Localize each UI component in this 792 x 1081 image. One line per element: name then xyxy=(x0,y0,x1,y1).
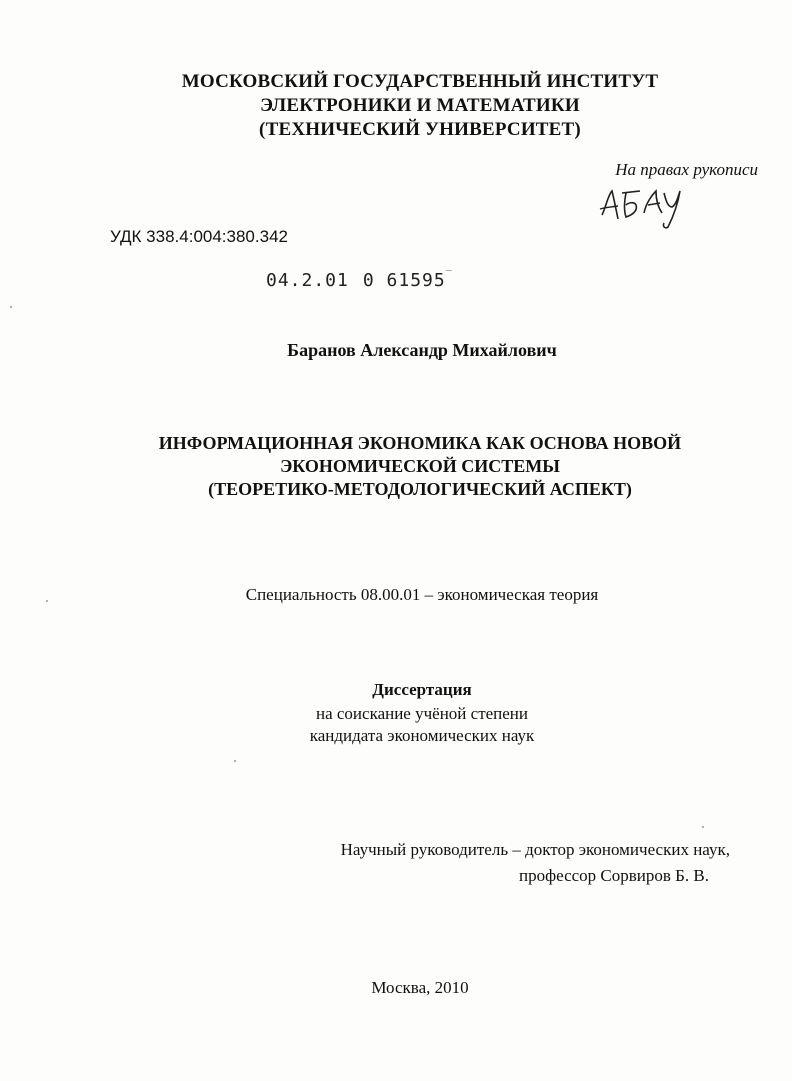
author-name: Баранов Александр Михайлович xyxy=(287,340,557,360)
dissertation-heading: Диссертация xyxy=(372,680,472,699)
handwritten-signature xyxy=(596,185,686,233)
scan-speck xyxy=(702,826,704,828)
title-line-3: (ТЕОРЕТИКО-МЕТОДОЛОГИЧЕСКИЙ АСПЕКТ) xyxy=(208,479,632,499)
city-year: Москва, 2010 xyxy=(371,978,469,997)
scan-speck xyxy=(234,760,236,762)
supervisor-line-2: профессор Сорвиров Б. В. xyxy=(518,866,709,885)
dissertation-title xyxy=(24,432,792,501)
supervisor-line-1: Научный руководитель – доктор экономических наук, xyxy=(340,840,730,859)
manuscript-note: На правах рукописи xyxy=(615,160,758,179)
title-line-2: ЭКОНОМИЧЕСКОЙ СИСТЕМЫ xyxy=(280,456,560,476)
degree-line-1: на соискание учёной степени xyxy=(315,704,529,723)
scientific-supervisor xyxy=(341,837,730,889)
registration-stamp: 04.2.01 0 61595‾ xyxy=(266,270,453,291)
institution-heading xyxy=(20,70,792,142)
stamp-code: 04.2.01 xyxy=(266,270,349,291)
scan-speck xyxy=(46,600,48,602)
scan-speck xyxy=(10,306,12,308)
institution-line-3: (ТЕХНИЧЕСКИЙ УНИВЕРСИТЕТ) xyxy=(259,119,581,140)
title-line-1: ИНФОРМАЦИОННАЯ ЭКОНОМИКА КАК ОСНОВА НОВОЙ xyxy=(158,433,682,453)
specialty: Специальность 08.00.01 – экономическая теория xyxy=(245,585,599,604)
dissertation-degree xyxy=(26,703,792,747)
udk-code: УДК 338.4:004:380.342 xyxy=(110,227,288,246)
institution-line-1: МОСКОВСКИЙ ГОСУДАРСТВЕННЫЙ ИНСТИТУТ xyxy=(181,71,659,92)
stamp-number: 0 61595 xyxy=(362,270,446,291)
degree-line-2: кандидата экономических наук xyxy=(309,726,535,745)
institution-line-2: ЭЛЕКТРОНИКИ И МАТЕМАТИКИ xyxy=(260,95,580,116)
